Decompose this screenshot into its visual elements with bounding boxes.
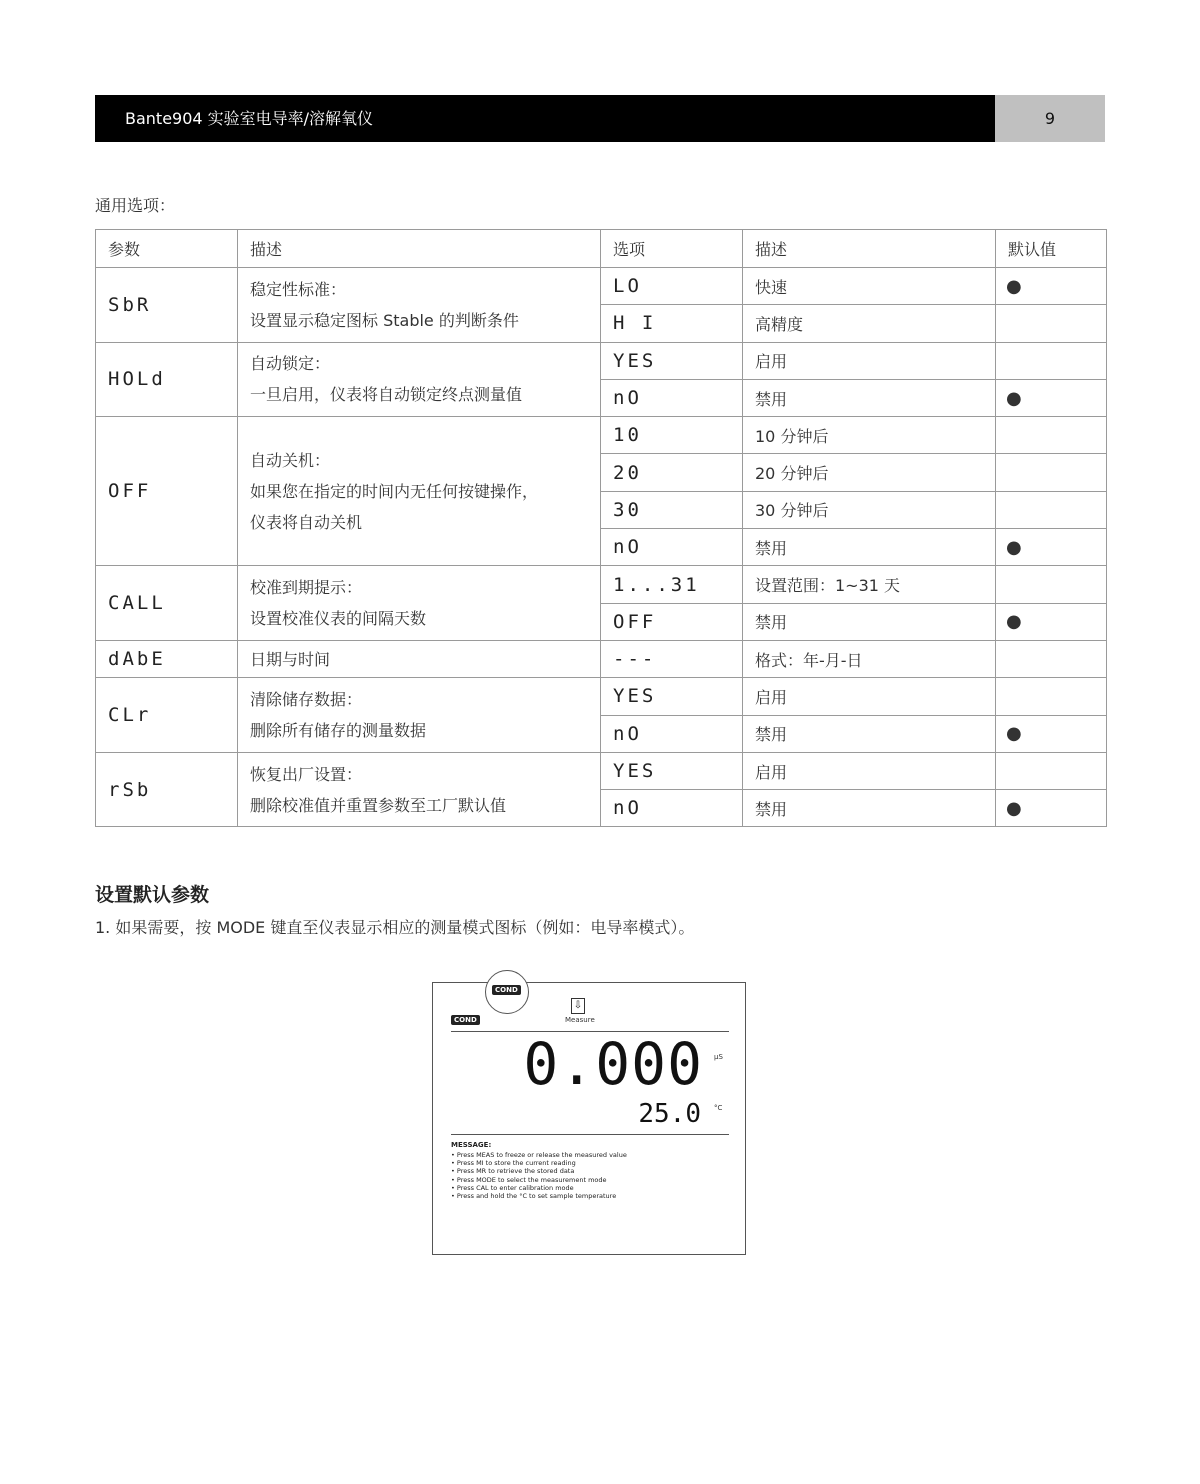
table-body bbox=[96, 268, 1107, 827]
default-marker bbox=[996, 678, 1107, 715]
option-description: 高精度 bbox=[743, 305, 996, 342]
instruction-step: 1. 如果需要，按 MODE 键直至仪表显示相应的测量模式图标（例如：电导率模式）。 bbox=[95, 918, 695, 937]
default-marker bbox=[996, 417, 1107, 454]
page-header bbox=[95, 95, 1105, 142]
display-divider bbox=[451, 1134, 729, 1135]
option-description: 禁用 bbox=[743, 715, 996, 752]
column-header: 选项 bbox=[601, 230, 743, 268]
meter-display-screen bbox=[432, 982, 746, 1255]
description-line: 如果您在指定的时间内无任何按键操作， bbox=[250, 481, 539, 501]
option-code: nO bbox=[601, 715, 743, 752]
option-description: 设置范围：1~31 天 bbox=[743, 566, 996, 603]
table-row bbox=[96, 417, 1107, 454]
column-header: 默认值 bbox=[996, 230, 1107, 268]
param-description bbox=[238, 417, 601, 566]
option-code: 20 bbox=[601, 454, 743, 491]
mode-callout-bubble bbox=[485, 970, 529, 1014]
default-marker bbox=[996, 454, 1107, 491]
temperature-unit: °C bbox=[714, 1104, 723, 1112]
option-description: 快速 bbox=[743, 268, 996, 305]
message-item: • Press MI to store the current reading bbox=[451, 1159, 576, 1168]
default-marker bbox=[996, 566, 1107, 603]
option-code: nO bbox=[601, 529, 743, 566]
message-item: • Press MR to retrieve the stored data bbox=[451, 1167, 575, 1176]
option-description: 启用 bbox=[743, 752, 996, 789]
description-line: 设置显示稳定图标 Stable 的判断条件 bbox=[250, 310, 519, 330]
column-header: 描述 bbox=[743, 230, 996, 268]
description-line: 仪表将自动关机 bbox=[250, 512, 363, 532]
description-line: 稳定性标准： bbox=[250, 279, 347, 299]
param-description bbox=[238, 640, 601, 677]
param-description bbox=[238, 566, 601, 641]
option-description: 禁用 bbox=[743, 379, 996, 416]
default-marker bbox=[996, 491, 1107, 528]
document-title: Bante904 实验室电导率/溶解氧仪 bbox=[95, 95, 995, 142]
message-item: • Press MEAS to freeze or release the measured value bbox=[451, 1151, 627, 1159]
description-line: 校准到期提示： bbox=[250, 578, 363, 598]
option-code: LO bbox=[601, 268, 743, 305]
option-code: nO bbox=[601, 790, 743, 827]
option-description: 禁用 bbox=[743, 603, 996, 640]
option-code: 30 bbox=[601, 491, 743, 528]
option-code: --- bbox=[601, 640, 743, 677]
param-description bbox=[238, 342, 601, 417]
option-code: YES bbox=[601, 752, 743, 789]
table-row bbox=[96, 268, 1107, 305]
param-code: OFF bbox=[96, 417, 238, 566]
default-marker bbox=[996, 752, 1107, 789]
param-description bbox=[238, 678, 601, 753]
default-marker bbox=[996, 640, 1107, 677]
option-code: 10 bbox=[601, 417, 743, 454]
default-marker: ● bbox=[996, 268, 1107, 305]
param-description bbox=[238, 752, 601, 827]
param-code: dAbE bbox=[96, 640, 238, 677]
reading-unit: µS bbox=[714, 1053, 723, 1061]
column-header: 参数 bbox=[96, 230, 238, 268]
description-line: 自动锁定： bbox=[250, 354, 331, 374]
default-marker: ● bbox=[996, 715, 1107, 752]
cond-mode-badge: COND bbox=[451, 1015, 480, 1025]
table-row bbox=[96, 342, 1107, 379]
table-row bbox=[96, 752, 1107, 789]
option-description: 10 分钟后 bbox=[743, 417, 996, 454]
reading-value: 0.000 bbox=[523, 1030, 703, 1098]
description-line: 删除所有储存的测量数据 bbox=[250, 721, 427, 741]
description-line: 自动关机： bbox=[250, 450, 331, 470]
section-label: 通用选项： bbox=[95, 196, 176, 215]
page-number: 9 bbox=[995, 95, 1105, 142]
description-line: 清除储存数据： bbox=[250, 690, 363, 710]
option-description: 格式：年-月-日 bbox=[743, 640, 996, 677]
message-item: • Press MODE to select the measurement mode bbox=[451, 1175, 607, 1184]
option-description: 禁用 bbox=[743, 529, 996, 566]
message-list bbox=[451, 1151, 627, 1200]
param-code: HOLd bbox=[96, 342, 238, 417]
option-description: 禁用 bbox=[743, 790, 996, 827]
default-marker bbox=[996, 342, 1107, 379]
cond-badge-callout: COND bbox=[492, 985, 521, 995]
table-row bbox=[96, 678, 1107, 715]
default-marker: ● bbox=[996, 379, 1107, 416]
options-table bbox=[95, 229, 1107, 827]
param-code: SbR bbox=[96, 268, 238, 343]
description-line: 恢复出厂设置： bbox=[250, 764, 363, 784]
column-header: 描述 bbox=[238, 230, 601, 268]
default-marker: ● bbox=[996, 529, 1107, 566]
param-code: CALL bbox=[96, 566, 238, 641]
option-description: 30 分钟后 bbox=[743, 491, 996, 528]
temperature-value: 25.0 bbox=[638, 1099, 701, 1129]
section-heading: 设置默认参数 bbox=[95, 884, 210, 906]
measure-label: Measure bbox=[565, 1016, 595, 1024]
param-description bbox=[238, 268, 601, 343]
table-header-row bbox=[96, 230, 1107, 268]
measure-icon: ⇩ bbox=[571, 998, 585, 1014]
option-description: 20 分钟后 bbox=[743, 454, 996, 491]
table-row bbox=[96, 640, 1107, 677]
option-code: OFF bbox=[601, 603, 743, 640]
description-line: 设置校准仪表的间隔天数 bbox=[250, 609, 427, 629]
default-marker: ● bbox=[996, 603, 1107, 640]
option-code: YES bbox=[601, 342, 743, 379]
table-row bbox=[96, 566, 1107, 603]
option-code: nO bbox=[601, 379, 743, 416]
description-line: 删除校准值并重置参数至工厂默认值 bbox=[250, 795, 507, 815]
default-marker bbox=[996, 305, 1107, 342]
message-item: • Press CAL to enter calibration mode bbox=[451, 1183, 574, 1192]
option-code: 1...31 bbox=[601, 566, 743, 603]
description-line: 日期与时间 bbox=[250, 649, 331, 669]
option-description: 启用 bbox=[743, 678, 996, 715]
message-item: • Press and hold the °C to set sample temperature bbox=[451, 1192, 617, 1201]
message-title: MESSAGE: bbox=[451, 1141, 492, 1149]
description-line: 一旦启用，仪表将自动锁定终点测量值 bbox=[250, 385, 523, 405]
param-code: rSb bbox=[96, 752, 238, 827]
option-code: YES bbox=[601, 678, 743, 715]
default-marker: ● bbox=[996, 790, 1107, 827]
param-code: CLr bbox=[96, 678, 238, 753]
option-description: 启用 bbox=[743, 342, 996, 379]
option-code: H I bbox=[601, 305, 743, 342]
